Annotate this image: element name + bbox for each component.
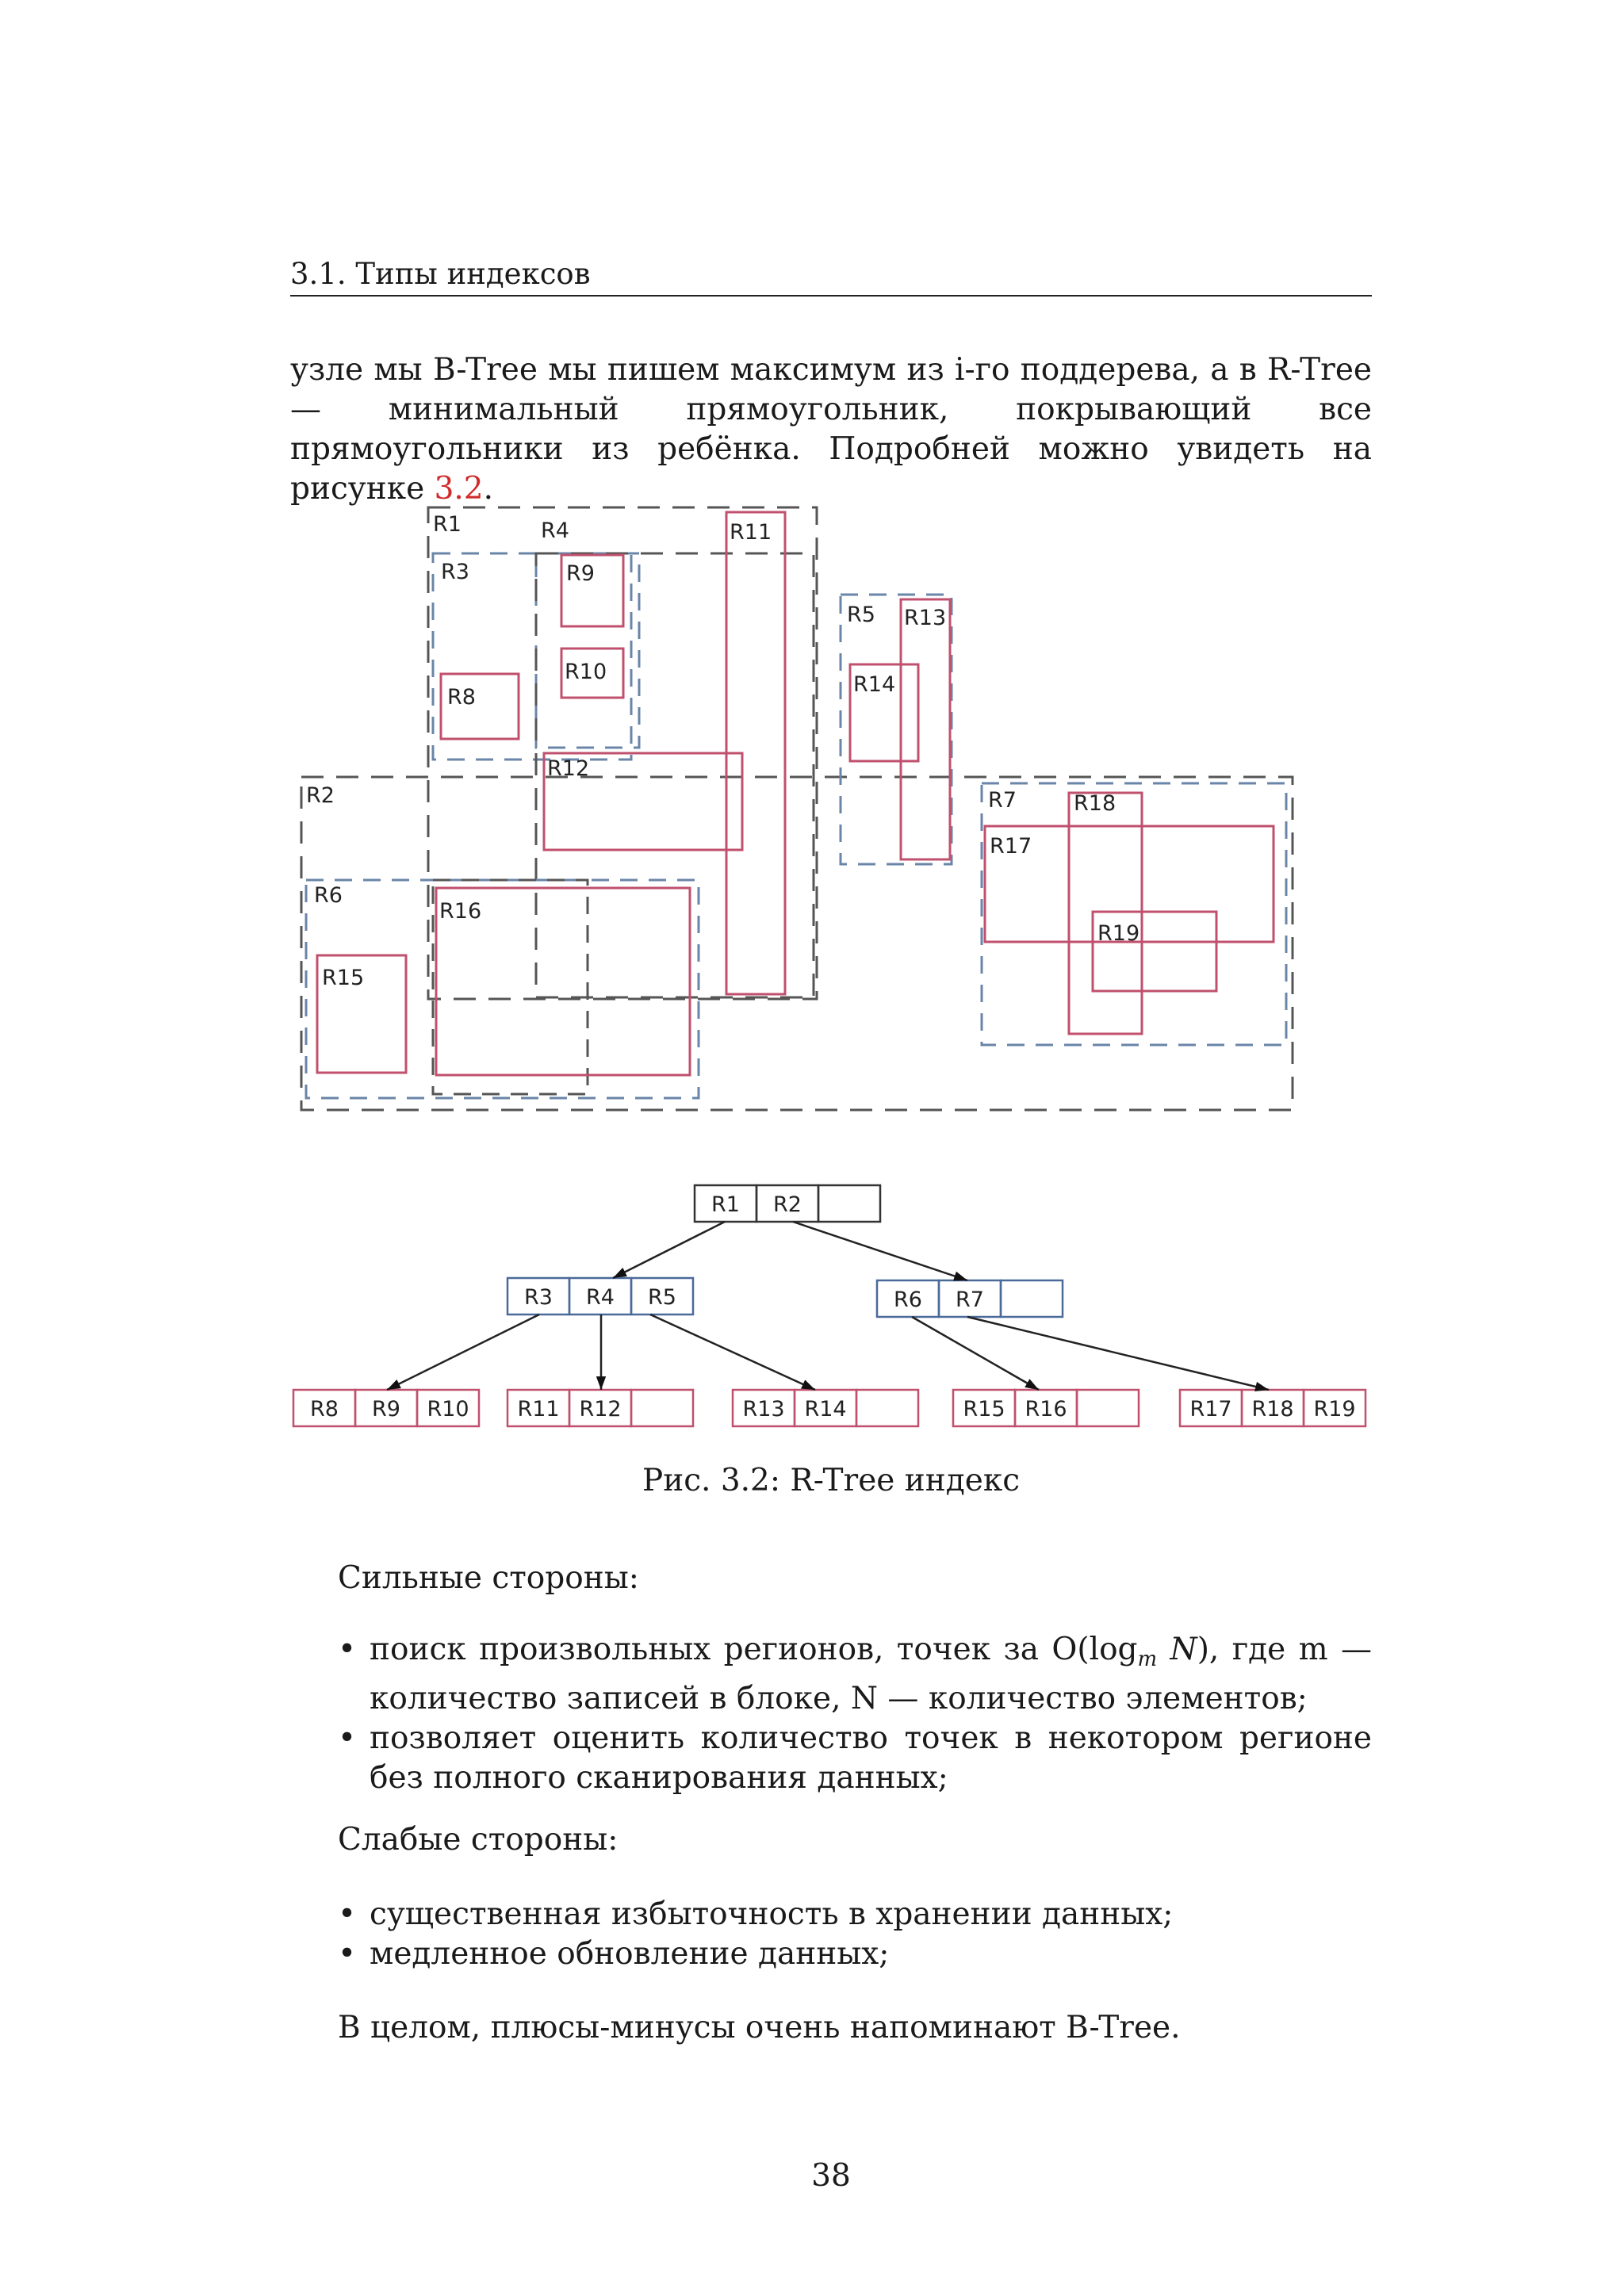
region-r6-box [306, 880, 699, 1098]
tree-cell-label: R8 [310, 1397, 339, 1422]
region-label-r12: R12 [547, 756, 590, 781]
item-text: медленное обновление данных; [370, 1936, 890, 1972]
page-number: 38 [811, 2158, 851, 2194]
tree-cell [1001, 1280, 1063, 1317]
region-label-r16: R16 [439, 899, 482, 924]
tree-cell-label: R18 [1251, 1397, 1294, 1422]
list-item [338, 1895, 1372, 1934]
item-text: существенная избыточность в хранении данных; [370, 1896, 1174, 1932]
list-item [338, 1719, 1372, 1798]
closing-sentence: В целом, плюсы-минусы очень напоминают B-Tree. [338, 2010, 1181, 2045]
tree-leaf-node-5 [1180, 1390, 1365, 1426]
region-label-r14: R14 [853, 672, 896, 697]
list-item [338, 1630, 1372, 1719]
tree-node-r3-r5 [508, 1278, 693, 1314]
region-label-r8: R8 [447, 685, 476, 710]
running-head: 3.1. Типы индексов [290, 257, 591, 291]
bullet-icon: • [338, 1896, 357, 1932]
list-item [338, 1934, 1372, 1974]
region-label-r13: R13 [904, 606, 947, 630]
region-r3-box [433, 553, 631, 760]
item-text: позволяет оценить количество точек в некотором регионе без полного сканирования данных; [370, 1720, 1372, 1796]
figure-reference-link[interactable]: 3.2 [434, 471, 484, 507]
tree-node-r6-r7 [877, 1280, 1063, 1317]
tree-cell-label: R15 [963, 1397, 1005, 1422]
header-rule [290, 295, 1372, 297]
tree-cell-label: R13 [742, 1397, 785, 1422]
rtree-figure [285, 492, 1372, 1443]
strengths-heading: Сильные стороны: [338, 1560, 639, 1596]
intro-text: узле мы B-Tree мы пишем максимум из i-го поддерева, а в R-Tree — минимальный прямоугольник, покрывающий все прямоугольники из ребёнка. Подробней можно увидеть на рисунке [290, 352, 1372, 507]
region-label-r9: R9 [566, 561, 595, 586]
region-label-r4: R4 [541, 519, 569, 543]
arrowhead-icon [387, 1380, 401, 1390]
region-label-r7: R7 [988, 788, 1017, 813]
region-label-r2: R2 [306, 783, 335, 808]
weaknesses-list [338, 1895, 1372, 1974]
region-label-r15: R15 [322, 966, 365, 990]
bullet-icon: • [338, 1632, 357, 1667]
tree-cell-label: R7 [956, 1288, 984, 1312]
tree-cell [1077, 1390, 1139, 1426]
tree-cell-label: R1 [711, 1192, 740, 1217]
tree-cell-label: R17 [1189, 1397, 1232, 1422]
item-text-end: ), где m — количество записей в блоке, N — количество элементов; [370, 1632, 1372, 1716]
tree-cell-label: R14 [804, 1397, 847, 1422]
arrowhead-icon [613, 1268, 627, 1278]
region-label-r18: R18 [1074, 791, 1116, 816]
tree-cell-label: R10 [427, 1397, 469, 1422]
tree-cell-label: R2 [773, 1192, 802, 1217]
tree-edge [613, 1222, 725, 1278]
region-label-r5: R5 [847, 603, 875, 627]
bullet-icon: • [338, 1720, 357, 1756]
region-label-r19: R19 [1097, 921, 1140, 946]
region-r7-box [982, 783, 1286, 1045]
tree-edge [912, 1317, 1039, 1390]
arrowhead-icon [596, 1376, 606, 1390]
arrowhead-icon [1254, 1382, 1269, 1391]
tree-cell-label: R11 [517, 1397, 560, 1422]
weaknesses-heading: Слабые стороны: [338, 1822, 619, 1858]
strengths-list [338, 1630, 1372, 1798]
tree-cell-label: R4 [586, 1285, 615, 1310]
intro-paragraph [290, 350, 1372, 509]
math-subscript: m [1137, 1647, 1158, 1671]
tree-cell-label: R16 [1025, 1397, 1067, 1422]
region-r13-rect [901, 599, 950, 859]
tree-cell-label: R12 [579, 1397, 622, 1422]
tree-leaf-node-3 [733, 1390, 918, 1426]
bullet-icon: • [338, 1936, 357, 1972]
item-text: поиск произвольных регионов, точек за O(log [370, 1632, 1138, 1667]
region-label-r1: R1 [433, 512, 462, 537]
region-label-r10: R10 [565, 660, 607, 684]
tree-cell [856, 1390, 918, 1426]
tree-edge [650, 1314, 815, 1390]
tree-cell-label: R3 [524, 1285, 553, 1310]
arrowhead-icon [953, 1272, 967, 1281]
tree-cell-label: R19 [1313, 1397, 1356, 1422]
math-variable: N [1157, 1632, 1197, 1667]
arrowhead-icon [1025, 1379, 1039, 1390]
tree-cell-label: R5 [648, 1285, 676, 1310]
tree-leaf-node-2 [508, 1390, 693, 1426]
tree-edge [387, 1314, 539, 1390]
tree-edge [793, 1222, 967, 1280]
tree-leaf-node-1 [293, 1390, 479, 1426]
tree-cell [631, 1390, 693, 1426]
region-label-r17: R17 [990, 834, 1032, 859]
region-r18-rect [1069, 793, 1142, 1034]
tree-cell-label: R9 [372, 1397, 400, 1422]
region-label-r11: R11 [730, 520, 772, 545]
arrowhead-icon [801, 1380, 815, 1390]
figure-caption: Рис. 3.2: R-Tree индекс [642, 1463, 1021, 1498]
tree-cell-label: R6 [894, 1288, 922, 1312]
region-r5-box [841, 595, 952, 864]
tree-leaf-node-4 [953, 1390, 1139, 1426]
region-label-r3: R3 [441, 560, 469, 584]
intro-text-end: . [483, 471, 494, 507]
tree-edge [967, 1317, 1269, 1390]
tree-root-node [695, 1185, 880, 1222]
region-label-r6: R6 [314, 883, 343, 908]
rtree-diagram [285, 492, 1372, 1443]
tree-cell [818, 1185, 880, 1222]
